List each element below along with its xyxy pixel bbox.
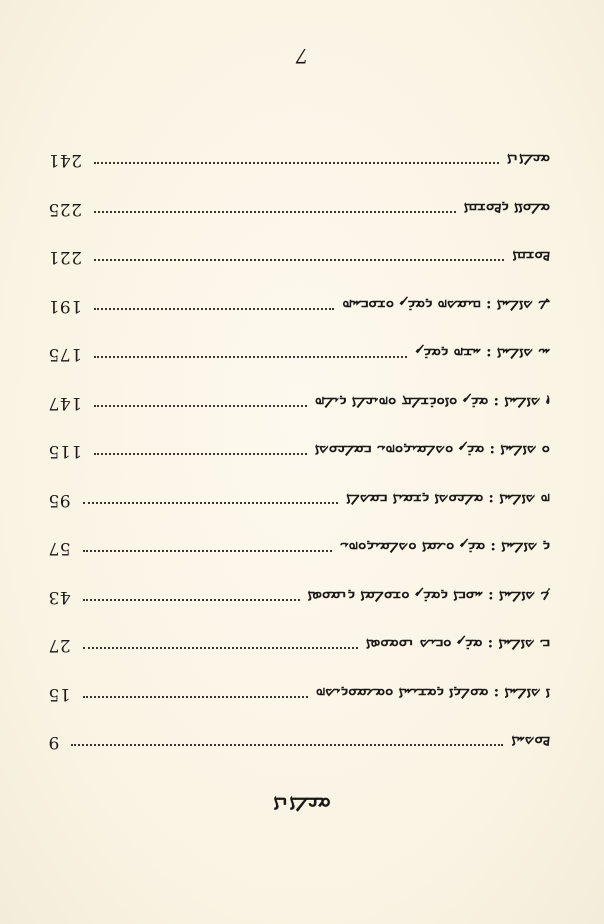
- toc-entry: [48, 670, 550, 719]
- toc-page-number: 43: [48, 586, 71, 607]
- toc-leader-dots: [94, 308, 334, 310]
- toc-page-number: 221: [48, 247, 82, 268]
- toc-leader-dots: [94, 211, 456, 213]
- toc-leader-dots: [83, 599, 300, 601]
- toc-page-number: 147: [48, 392, 82, 413]
- toc-leader-dots: [94, 356, 407, 358]
- toc-entry: [48, 427, 550, 476]
- toc-entry: [48, 379, 550, 428]
- table-of-contents: [48, 136, 550, 767]
- toc-page-number: 57: [48, 538, 71, 559]
- toc-page-number: 95: [48, 489, 71, 510]
- toc-entry-title: ܙ ܬܐܠܚܐ : ܡܪܢ ܘܐܘܪܫܠܡ ܘܗܝܟܠܐ ܕܝܠܗ: [314, 393, 550, 412]
- page-number: 7: [295, 44, 309, 68]
- toc-leader-dots: [83, 696, 308, 698]
- toc-page-number: 225: [48, 198, 82, 219]
- toc-page-number: 175: [48, 344, 82, 365]
- toc-entry: [48, 524, 550, 573]
- toc-page-number: 15: [48, 683, 71, 704]
- toc-entry-title: ܚ ܬܐܠܚܐ : ܚܫܗ ܕܡܪܢ: [415, 345, 550, 364]
- toc-entry-title: ܗ ܬܐܠܚܐ : ܡܠܟܘܬܐ ܕܫܡܝܐ ܒܡܬܠܐ: [346, 490, 550, 509]
- toc-entry: [48, 330, 550, 379]
- toc-entry: [48, 185, 550, 234]
- toc-leader-dots: [71, 744, 503, 746]
- toc-entry: [48, 233, 550, 282]
- toc-entry-title: ܡܠܘܐܐ ܕܦܘܫܩܐ: [463, 199, 550, 218]
- toc-entry-title: ܕ ܬܐܠܚܐ : ܡܪܢ ܘܥܡܐ ܘܬܠܡܝܕܘܗܝ: [339, 539, 550, 558]
- toc-leader-dots: [94, 162, 499, 164]
- toc-entry-title: ܦܘܬܚܐ: [511, 733, 550, 752]
- toc-entry-title: ܦܘܫܩܐ: [512, 248, 550, 267]
- toc-entry: [48, 282, 550, 331]
- toc-entry-title: ܐ ܬܐܠܚܐ : ܡܘܠܕܐ ܕܡܫܝܚܐ ܘܡܥܡܘܕܝܬܗ: [315, 684, 550, 703]
- toc-page-number: 191: [48, 295, 82, 316]
- toc-leader-dots: [94, 405, 307, 407]
- toc-page-number: 27: [48, 635, 71, 656]
- toc-page-number: 9: [48, 732, 60, 753]
- toc-entry: [48, 621, 550, 670]
- toc-leader-dots: [94, 453, 307, 455]
- toc-entry: [48, 718, 550, 767]
- toc-leader-dots: [83, 647, 358, 649]
- toc-entry-title: ܡܟܠܐܢܐ: [507, 151, 550, 170]
- toc-page-number: 115: [48, 441, 82, 462]
- toc-leader-dots: [83, 502, 338, 504]
- toc-entry: [48, 573, 550, 622]
- toc-entry: [48, 476, 550, 525]
- toc-page-number: 241: [48, 150, 82, 171]
- toc-entry-title: ܛ ܬܐܠܚܐ : ܩܝܡܬܗ ܕܡܪܢ ܘܫܘܒܚܗ: [342, 296, 550, 315]
- toc-entry-title: ܘ ܬܐܠܚܐ : ܡܪܢ ܘܬܠܡܝܕܘܗܝ ܒܡܠܟܘܬܐ: [314, 442, 550, 461]
- toc-leader-dots: [83, 550, 332, 552]
- toc-entry-title: ܓ ܬܐܠܚܐ : ܚܘܒܐ ܕܡܪܢ ܘܫܘܠܡܐ ܕܢܡܘܣܐ: [307, 587, 550, 606]
- toc-entry: [48, 136, 550, 185]
- contents-heading: ܡܟܠܐܢܐ: [273, 793, 331, 817]
- toc-entry-title: ܒ ܬܐܠܚܐ : ܡܪܢ ܘܒܝܬ ܢܘܡܘܣܐ: [365, 636, 550, 655]
- toc-leader-dots: [94, 259, 504, 261]
